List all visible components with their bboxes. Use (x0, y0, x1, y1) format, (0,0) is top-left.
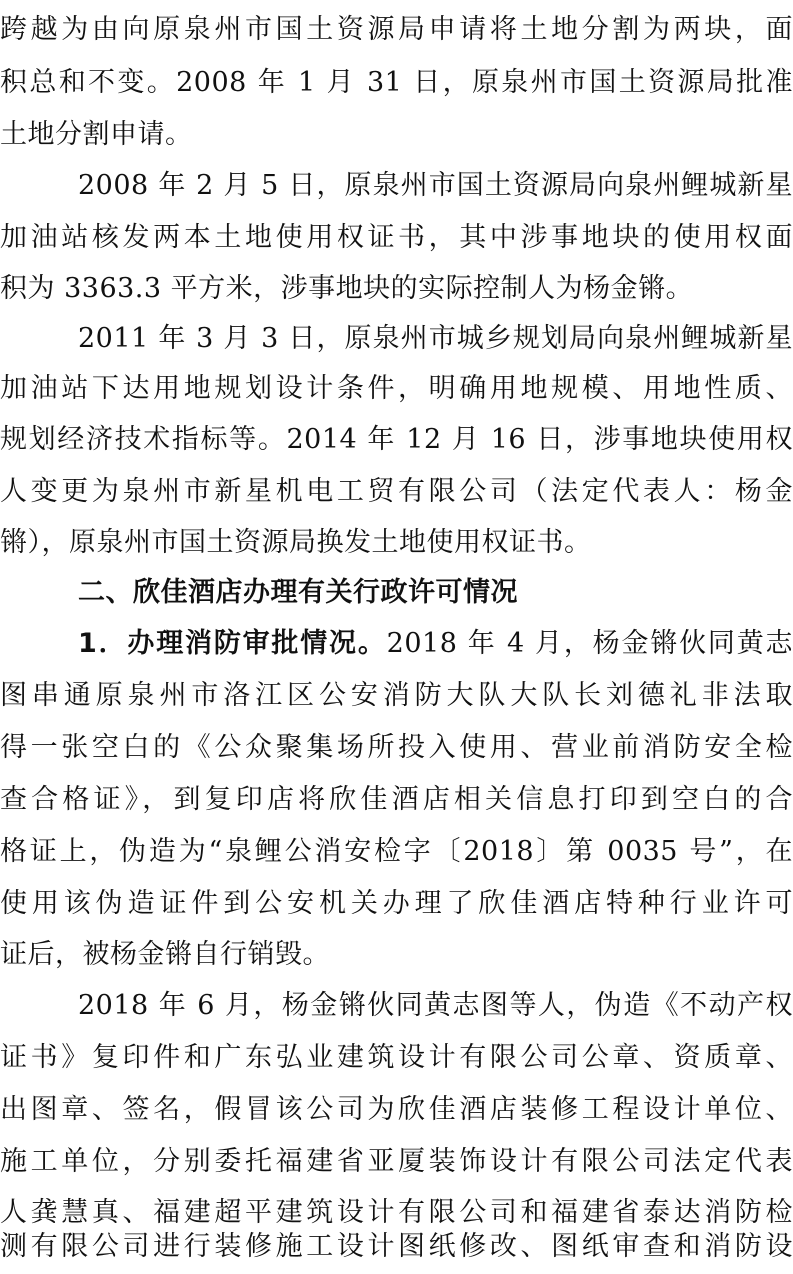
para5-line3: 出图章、签名，假冒该公司为欣佳酒店装修工程设计单位、 (0, 1094, 793, 1125)
para4-line3: 得一张空白的《公众聚集场所投入使用、营业前消防安全检 (0, 732, 793, 763)
para3-line4: 人变更为泉州市新星机电工贸有限公司（法定代表人：杨金 (0, 476, 793, 507)
para3-line1: 2011 年 3 月 3 日，原泉州市城乡规划局向泉州鲤城新星 (78, 323, 793, 354)
para5-line6: 测有限公司进行装修施工设计图纸修改、图纸审查和消防设 (0, 1231, 793, 1262)
para4-line6: 使用该伪造证件到公安机关办理了欣佳酒店特种行业许可 (0, 888, 793, 919)
para4-line7: 证后，被杨金锵自行销毁。 (0, 939, 330, 970)
para1-line2: 积总和不变。2008 年 1 月 31 日，原泉州市国土资源局批准 (0, 67, 793, 98)
para4-line1 (0, 618, 793, 670)
para4-line2: 图串通原泉州市洛江区公安消防大队大队长刘德礼非法取 (0, 680, 793, 711)
para1-line3: 土地分割申请。 (0, 119, 193, 150)
para1-line1: 跨越为由向原泉州市国土资源局申请将土地分割为两块，面 (0, 14, 793, 45)
para5-line2: 证书》复印件和广东弘业建筑设计有限公司公章、资质章、 (0, 1042, 793, 1073)
para2-line3: 积为 3363.3 平方米，涉事地块的实际控制人为杨金锵。 (0, 273, 694, 304)
para2-line1: 2008 年 2 月 5 日，原泉州市国土资源局向泉州鲤城新星 (78, 170, 793, 201)
para4-line4: 查合格证》，到复印店将欣佳酒店相关信息打印到空白的合 (0, 784, 793, 815)
para2-line2: 加油站核发两本土地使用权证书，其中涉事地块的使用权面 (0, 222, 793, 253)
para4-lead-bold: 1．办理消防审批情况。 (78, 628, 387, 659)
para3-line2: 加油站下达用地规划设计条件，明确用地规模、用地性质、 (0, 373, 793, 404)
para5-line4: 施工单位，分别委托福建省亚厦装饰设计有限公司法定代表 (0, 1146, 793, 1177)
para3-line3: 规划经济技术指标等。2014 年 12 月 16 日，涉事地块使用权 (0, 424, 793, 455)
para5-line5: 人龚慧真、福建超平建筑设计有限公司和福建省泰达消防检 (0, 1197, 793, 1228)
para4-line5: 格证上，伪造为“泉鲤公消安检字〔2018〕第 0035 号”，在 (0, 836, 793, 867)
para5-line1: 2018 年 6 月，杨金锵伙同黄志图等人，伪造《不动产权 (78, 990, 793, 1021)
para3-line5: 锵），原泉州市国土资源局换发土地使用权证书。 (0, 527, 592, 558)
section-heading: 二、欣佳酒店办理有关行政许可情况 (78, 577, 518, 608)
para4-line1-rest: 2018 年 4 月，杨金锵伙同黄志 (386, 628, 793, 659)
